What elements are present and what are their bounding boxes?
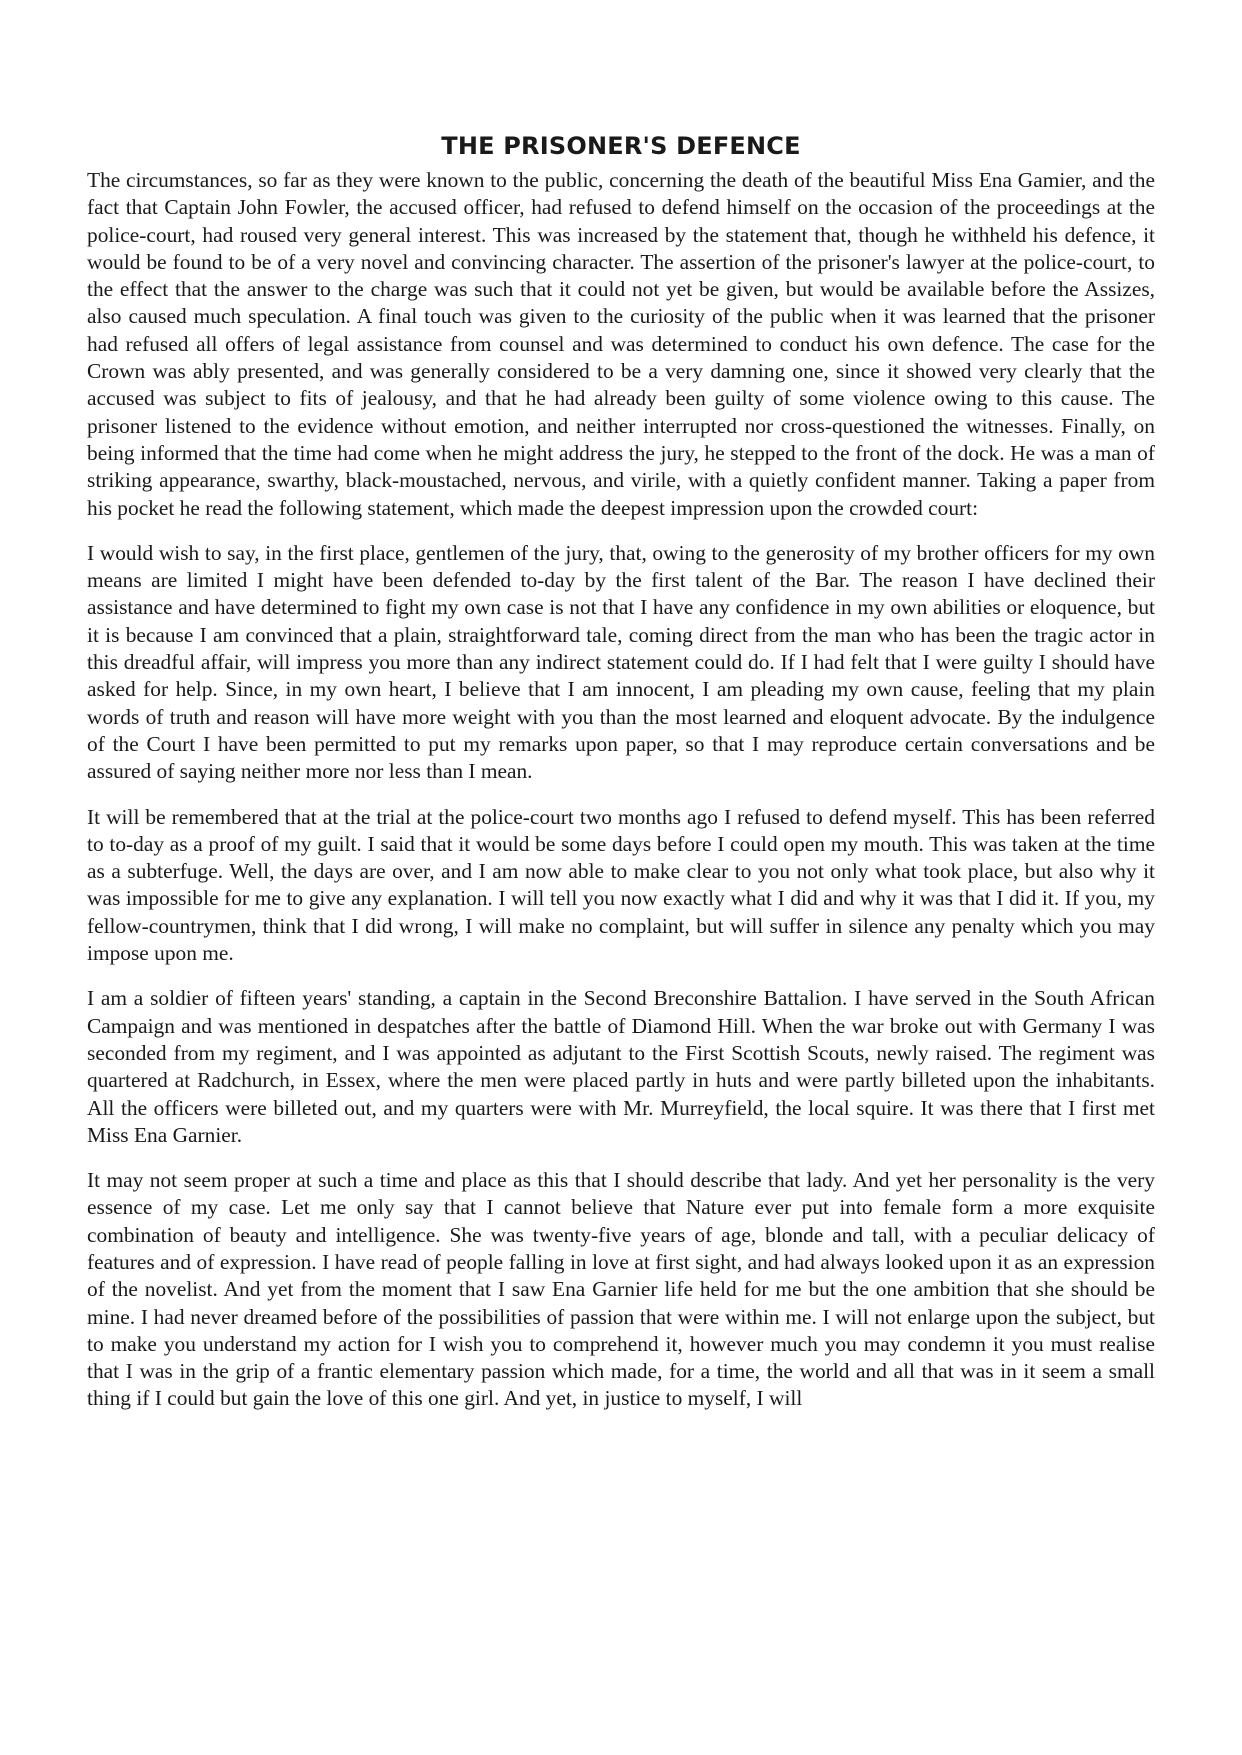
paragraph-statement-opening: I would wish to say, in the first place, gentlemen of the jury, that, owing to the generosity of my brother officers for my own means are limited I might have been defended to-day by the first talent of the Bar. The reason I have declined their assistance and have determined to fight my own case is not that I have any confidence in my own abilities or eloquence, but it is because I am convinced that a plain, straightforward tale, coming direct from the man who has been the tragic actor in this dreadful affair, will impress you more than any indirect statement could do. If I had felt that I were guilty I should have asked for help. Since, in my own heart, I believe that I am innocent, I am pleading my own cause, feeling that my plain words of truth and reason will have more weight with you than the most learned and eloquent advocate. By the indulgence of the Court I have been permitted to put my remarks upon paper, so that I may reproduce certain conversations and be assured of saying neither more nor less than I mean. xyxy=(87,540,1155,784)
document-page xyxy=(87,131,1155,1413)
document-title: THE PRISONER'S DEFENCE xyxy=(441,132,801,160)
paragraph-ena-garnier: It may not seem proper at such a time and place as this that I should describe that lady. And yet her personality is the very essence of my case. Let me only say that I cannot believe that Nature ever put into female form a more exquisite combination of beauty and intelligence. She was twenty-five years of age, blonde and tall, with a peculiar delicacy of features and of expression. I have read of people falling in love at first sight, and had always looked upon it as an expression of the novelist. And yet from the moment that I saw Ena Garnier life held for me but the one ambition that she should be mine. I had never dreamed before of the possibilities of passion that were within me. I will not enlarge upon the subject, but to make you understand my action for I wish you to comprehend it, however much you may condemn it you must realise that I was in the grip of a frantic elementary passion which made, for a time, the world and all that was in it seem a small thing if I could but gain the love of this one girl. And yet, in justice to myself, I will xyxy=(87,1168,1155,1411)
paragraph-soldier-background: I am a soldier of fifteen years' standing, a captain in the Second Breconshire Battalion. I have served in the South African Campaign and was mentioned in despatches after the battle of Diamond Hill. When the war broke out with Germany I was seconded from my regiment, and I was appointed as adjutant to the First Scottish Scouts, newly raised. The regiment was quartered at Radchurch, in Essex, where the men were placed partly in huts and were partly billeted upon the inhabitants. All the officers were billeted out, and my quarters were with Mr. Murreyfield, the local squire. It was there that I first met Miss Ena Garnier. xyxy=(87,986,1155,1147)
paragraph-police-court: It will be remembered that at the trial at the police-court two months ago I refused to defend myself. This has been referred to to-day as a proof of my guilt. I said that it would be some days before I could open my mouth. This was taken at the time as a subterfuge. Well, the days are over, and I am now able to make clear to you not only what took place, but also why it was impossible for me to give any explanation. I will tell you now exactly what I did and why it was that I did it. If you, my fellow-countrymen, think that I did wrong, I will make no complaint, but will suffer in silence any penalty which you may impose upon me. xyxy=(87,804,1155,966)
paragraph-intro: The circumstances, so far as they were known to the public, concerning the death of the beautiful Miss Ena Gamier, and the fact that Captain John Fowler, the accused officer, had refused to defend himself on the occasion of the proceedings at the police-court, had roused very general interest. This was increased by the statement that, though he withheld his defence, it would be found to be of a very novel and convincing character. The assertion of the prisoner's lawyer at the police-court, to the effect that the answer to the charge was such that it could not yet be given, but would be available before the Assizes, also caused much speculation. A final touch was given to the curiosity of the public when it was learned that the prisoner had refused all offers of legal assistance from counsel and was determined to conduct his own defence. The case for the Crown was ably presented, and was generally considered to be a very damning one, since it showed very clearly that the accused was subject to fits of jealousy, and that he had already been guilty of some violence owing to this cause. The prisoner listened to the evidence without emotion, and neither interrupted nor cross-questioned the witnesses. Finally, on being informed that the time had come when he might address the jury, he stepped to the front of the dock. He was a man of striking appearance, swarthy, black-moustached, nervous, and virile, with a quietly confident manner. Taking a paper from his pocket he read the following statement, which made the deepest impression upon the crowded court: xyxy=(87,168,1155,520)
